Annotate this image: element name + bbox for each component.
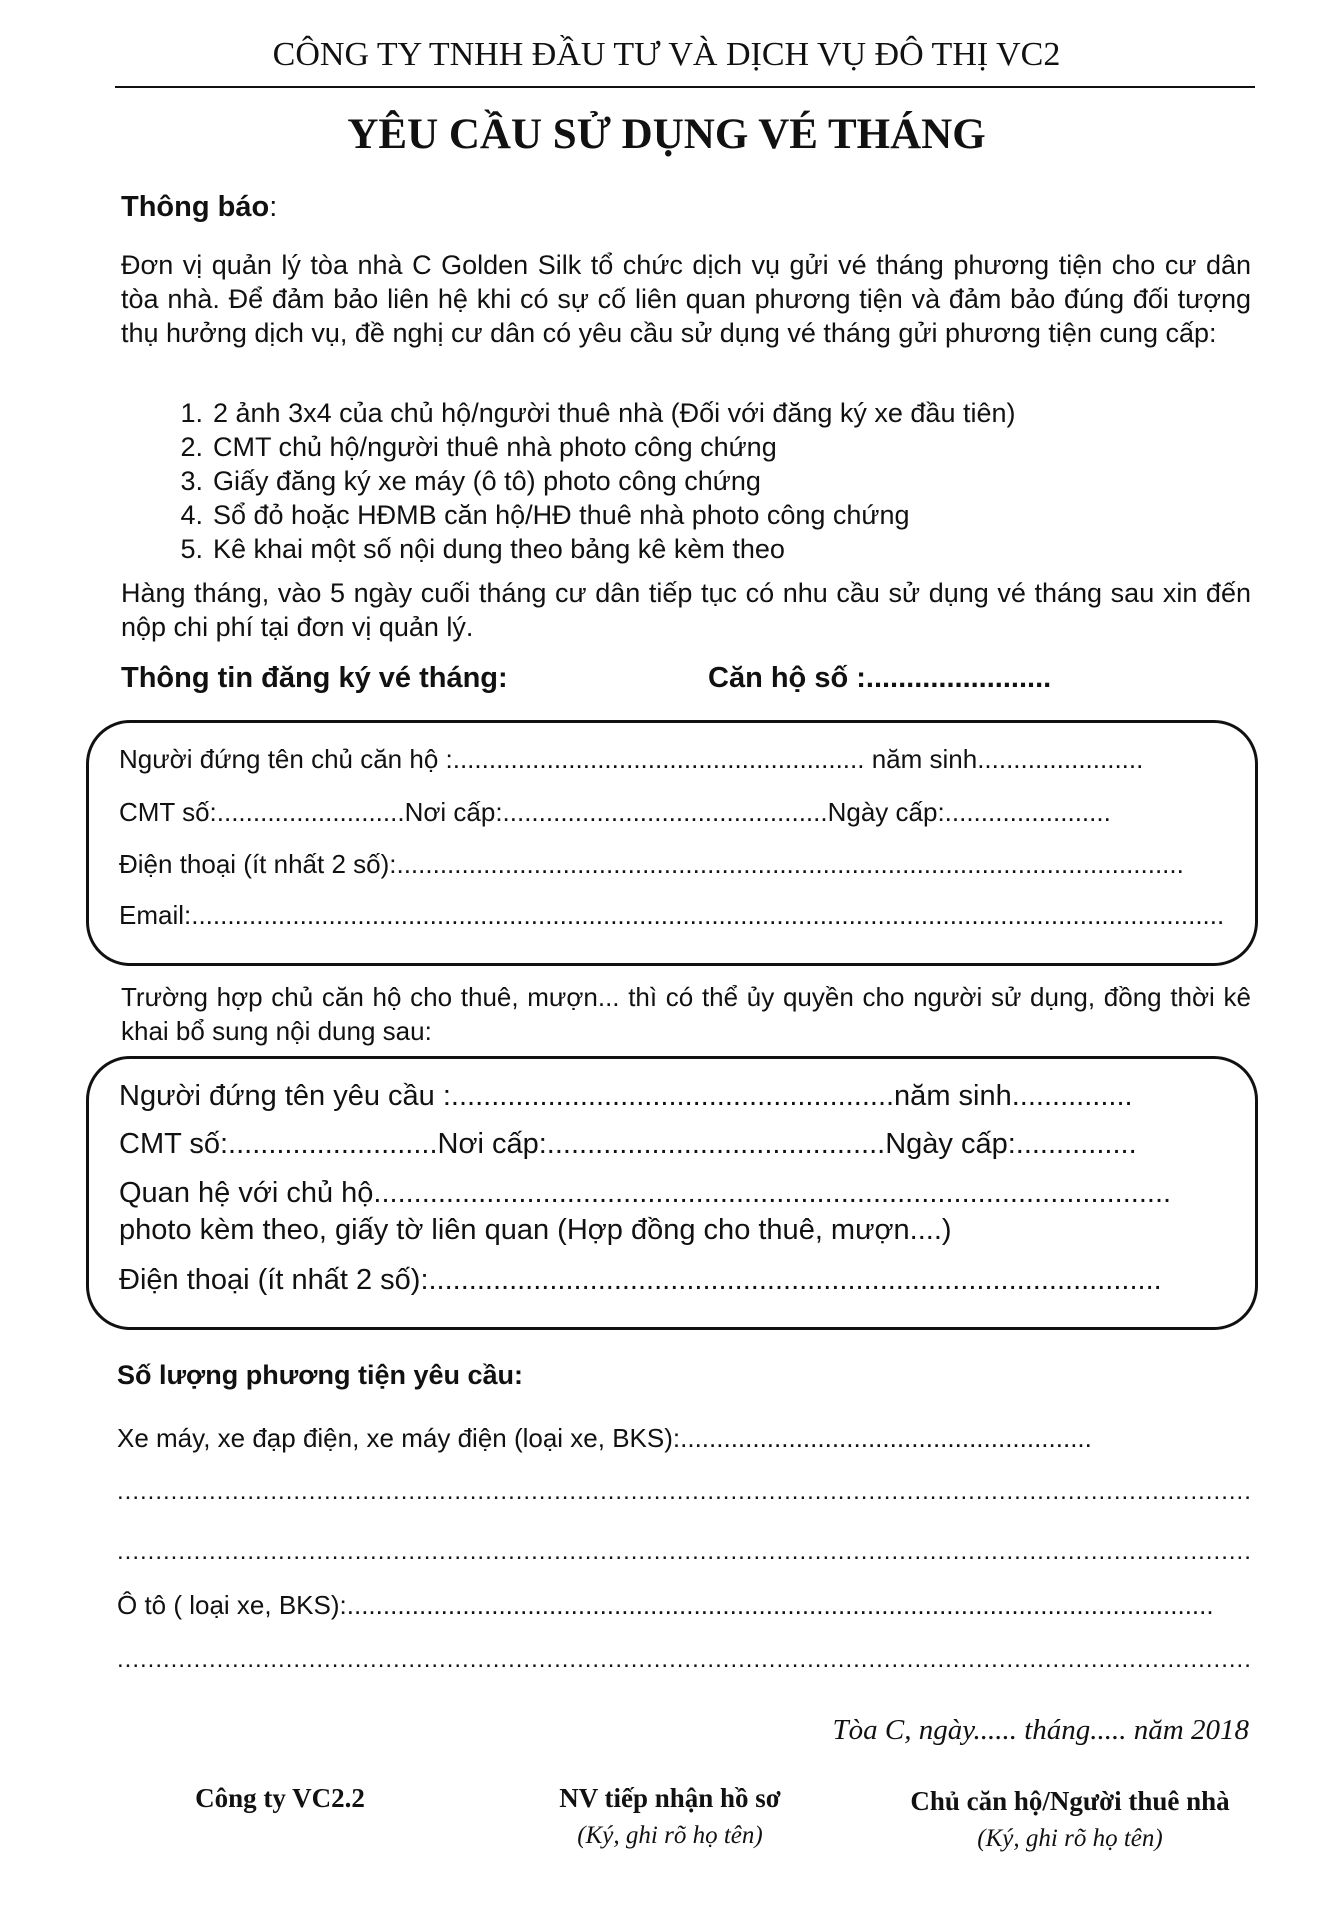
list-item: [163, 430, 1016, 464]
owner-signature-block: [890, 1786, 1250, 1853]
requester-attachments-note: photo kèm theo, giấy tờ liên quan (Hợp đồng cho thuê, mượn....): [119, 1214, 952, 1246]
list-item-number: 5.: [180, 534, 203, 564]
owner-id-field[interactable]: CMT số:..........................Nơi cấp:.............................................Ngày cấp:.......................: [119, 797, 1111, 827]
vehicles-heading: Số lượng phương tiện yêu cầu:: [117, 1360, 524, 1390]
list-item-text: Kê khai một số nội dung theo bảng kê kèm theo: [213, 534, 785, 564]
list-item: [163, 498, 1016, 532]
lease-note: Trường hợp chủ căn hộ cho thuê, mượn... thì có thể ủy quyền cho người sử dụng, đồng thời kê khai bổ sung nội dung sau:: [121, 982, 1251, 1046]
list-item-number: 3.: [180, 466, 203, 496]
monthly-payment-note: Hàng tháng, vào 5 ngày cuối tháng cư dân tiếp tục có nhu cầu sử dụng vé tháng sau xin đến nộp chi phí tại đơn vị quản lý.: [121, 578, 1251, 642]
company-signature-label: Công ty VC2.2: [195, 1783, 365, 1813]
company-name: CÔNG TY TNHH ĐẦU TƯ VÀ DỊCH VỤ ĐÔ THỊ VC2: [272, 36, 1061, 73]
motorbike-extra-line-2[interactable]: ....................................................................................................................................................: [117, 1538, 1252, 1565]
list-item-number: 2.: [180, 432, 203, 462]
staff-signature-block: [520, 1783, 820, 1850]
list-item: [163, 396, 1016, 430]
requester-relation-field[interactable]: Quan hệ với chủ hộ...................................................................................................: [119, 1177, 1172, 1209]
requirements-list: [163, 396, 1016, 566]
notice-heading-colon: :: [269, 191, 278, 223]
list-item-number: 1.: [180, 398, 203, 428]
notice-heading-text: Thông báo: [121, 191, 270, 223]
apartment-number-field[interactable]: Căn hộ số :.......................: [708, 662, 1052, 694]
car-field[interactable]: Ô tô ( loại xe, BKS):........................................................................................................................: [117, 1590, 1214, 1620]
requester-name-field[interactable]: Người đứng tên yêu cầu :.......................................................năm sinh...............: [119, 1080, 1133, 1112]
date-line: Tòa C, ngày...... tháng..... năm 2018: [832, 1714, 1249, 1746]
motorbike-field[interactable]: Xe máy, xe đạp điện, xe máy điện (loại xe, BKS):.........................................................: [117, 1423, 1092, 1453]
owner-name-field[interactable]: Người đứng tên chủ căn hộ :......................................................... năm sinh.......................: [119, 744, 1144, 774]
requester-id-field[interactable]: CMT số:..........................Nơi cấp:..........................................Ngày cấp:...............: [119, 1128, 1137, 1160]
owner-phone-field[interactable]: Điện thoại (ít nhất 2 số):.............................................................................................................: [119, 849, 1184, 879]
owner-email-field[interactable]: Email:...............................................................................................................................................: [119, 900, 1225, 930]
company-signature-block: [160, 1783, 400, 1814]
header-divider: [115, 86, 1255, 88]
car-extra-line[interactable]: ....................................................................................................................................................: [117, 1646, 1252, 1673]
list-item-number: 4.: [180, 500, 203, 530]
owner-signature-hint: (Ký, ghi rõ họ tên): [977, 1825, 1163, 1852]
list-item-text: CMT chủ hộ/người thuê nhà photo công chứng: [213, 432, 777, 462]
requester-phone-field[interactable]: Điện thoại (ít nhất 2 số):...........................................................................................: [119, 1264, 1162, 1296]
list-item: [163, 532, 1016, 566]
notice-intro: Đơn vị quản lý tòa nhà C Golden Silk tổ chức dịch vụ gửi vé tháng phương tiện cho cư dân tòa nhà. Để đảm bảo liên hệ khi có sự cố liên quan phương tiện và đảm bảo đúng đối tượng thụ hưởng dịch vụ, đề nghị cư dân có yêu cầu sử dụng vé tháng gửi phương tiện cung cấp:: [121, 250, 1251, 348]
owner-signature-label: Chủ căn hộ/Người thuê nhà: [910, 1786, 1230, 1816]
list-item: [163, 464, 1016, 498]
document-title: YÊU CẦU SỬ DỤNG VÉ THÁNG: [347, 111, 986, 158]
list-item-text: 2 ảnh 3x4 của chủ hộ/người thuê nhà (Đối với đăng ký xe đầu tiên): [213, 398, 1016, 428]
motorbike-extra-line-1[interactable]: ....................................................................................................................................................: [117, 1478, 1252, 1505]
staff-signature-label: NV tiếp nhận hồ sơ: [559, 1783, 781, 1813]
registration-heading: Thông tin đăng ký vé tháng:: [121, 662, 508, 694]
staff-signature-hint: (Ký, ghi rõ họ tên): [577, 1822, 763, 1849]
list-item-text: Giấy đăng ký xe máy (ô tô) photo công chứng: [213, 466, 761, 496]
list-item-text: Sổ đỏ hoặc HĐMB căn hộ/HĐ thuê nhà photo công chứng: [213, 500, 910, 530]
notice-heading: [121, 191, 277, 224]
